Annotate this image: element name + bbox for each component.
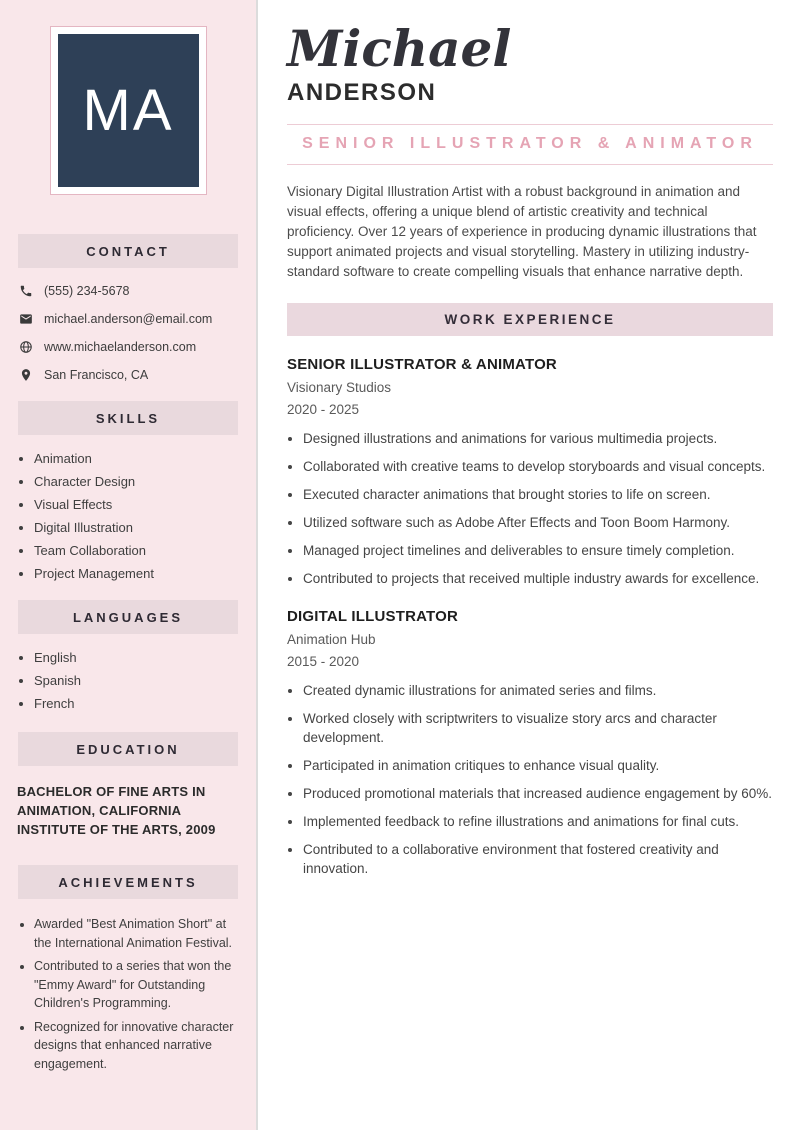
job-title: SENIOR ILLUSTRATOR & ANIMATOR <box>287 356 557 373</box>
monogram-initials: MA <box>82 78 174 143</box>
education-text: BACHELOR OF FINE ARTS IN ANIMATION, CALIFORNIA INSTITUTE OF THE ARTS, 2009 <box>17 784 216 837</box>
achievements-list <box>22 915 246 1073</box>
contact-heading: CONTACT <box>18 234 238 268</box>
job-bullet: • Created dynamic illustrations for animated series and films. <box>303 681 773 700</box>
language-item: • Spanish <box>34 673 246 688</box>
job-bullet: • Worked closely with scriptwriters to visualize story arcs and character development. <box>303 709 773 747</box>
job-entry-senior-illustrator <box>287 356 773 588</box>
monogram <box>58 34 199 187</box>
role-title: SENIOR ILLUSTRATOR & ANIMATOR <box>287 124 773 165</box>
globe-icon <box>18 339 33 354</box>
language-item: • French <box>34 696 246 711</box>
job-company: Animation Hub <box>287 632 376 647</box>
job-bullet: • Contributed to projects that received multiple industry awards for excellence. <box>303 569 773 588</box>
job-dates: 2020 - 2025 <box>287 402 360 417</box>
contact-item-website <box>18 339 246 354</box>
email-icon <box>18 311 33 326</box>
job-bullet-list <box>287 681 773 878</box>
achievements-heading: ACHIEVEMENTS <box>18 865 238 899</box>
job-bullet: • Designed illustrations and animations for various multimedia projects. <box>303 429 773 448</box>
job-company: Visionary Studios <box>287 380 392 395</box>
job-bullet: • Produced promotional materials that increased audience engagement by 60%. <box>303 784 773 803</box>
skills-list <box>22 451 246 581</box>
job-entry-digital-illustrator <box>287 608 773 878</box>
languages-heading: LANGUAGES <box>18 600 238 634</box>
summary-paragraph: Visionary Digital Illustration Artist with a robust background in animation and visual effects, offering a unique blend of artistic creativity and technical proficiency. Over 12 years of experience in producing dynamic illustrations that support animated projects and visual storytelling. Mastery in utilizing industry-standard software to create compelling visuals that enhance narrative depth. <box>287 184 757 279</box>
contact-item-location <box>18 367 246 382</box>
job-dates: 2015 - 2020 <box>287 654 360 669</box>
skill-item: • Character Design <box>34 474 246 489</box>
achievement-item: • Contributed to a series that won the "Emmy Award" for Outstanding Children's Programming. <box>34 957 246 1013</box>
first-name: Michael <box>287 19 512 78</box>
skills-heading: SKILLS <box>18 401 238 435</box>
skill-item: • Team Collaboration <box>34 543 246 558</box>
languages-list <box>22 650 246 711</box>
last-name: ANDERSON <box>287 79 437 106</box>
job-title: DIGITAL ILLUSTRATOR <box>287 608 459 625</box>
job-bullet: • Utilized software such as Adobe After Effects and Toon Boom Harmony. <box>303 513 773 532</box>
work-experience-heading: WORK EXPERIENCE <box>287 303 773 336</box>
contact-location-text: San Francisco, CA <box>44 367 149 382</box>
contact-item-email <box>18 311 246 326</box>
sidebar <box>0 0 256 1130</box>
job-bullet: • Executed character animations that brought stories to life on screen. <box>303 485 773 504</box>
contact-item-phone <box>18 283 246 298</box>
contact-website-text: www.michaelanderson.com <box>44 339 197 354</box>
skill-item: • Animation <box>34 451 246 466</box>
column-divider <box>256 0 258 1130</box>
job-bullet: • Collaborated with creative teams to develop storyboards and visual concepts. <box>303 457 773 476</box>
phone-icon <box>18 283 33 298</box>
education-heading: EDUCATION <box>18 732 238 766</box>
job-bullet: • Implemented feedback to refine illustrations and animations for final cuts. <box>303 812 773 831</box>
job-bullet-list <box>287 429 773 588</box>
skill-item: • Visual Effects <box>34 497 246 512</box>
language-item: • English <box>34 650 246 665</box>
achievement-item: • Awarded "Best Animation Short" at the International Animation Festival. <box>34 915 246 952</box>
job-bullet: • Contributed to a collaborative environment that fostered creativity and innovation. <box>303 840 773 878</box>
monogram-frame <box>50 26 207 195</box>
contact-email-text: michael.anderson@email.com <box>44 311 213 326</box>
job-bullet: • Managed project timelines and deliverables to ensure timely completion. <box>303 541 773 560</box>
contact-list <box>18 283 246 382</box>
location-icon <box>18 367 33 382</box>
skill-item: • Project Management <box>34 566 246 581</box>
job-bullet: • Participated in animation critiques to enhance visual quality. <box>303 756 773 775</box>
main-content <box>287 0 773 887</box>
achievement-item: • Recognized for innovative character designs that enhanced narrative engagement. <box>34 1018 246 1074</box>
contact-phone-text: (555) 234-5678 <box>44 283 130 298</box>
skill-item: • Digital Illustration <box>34 520 246 535</box>
